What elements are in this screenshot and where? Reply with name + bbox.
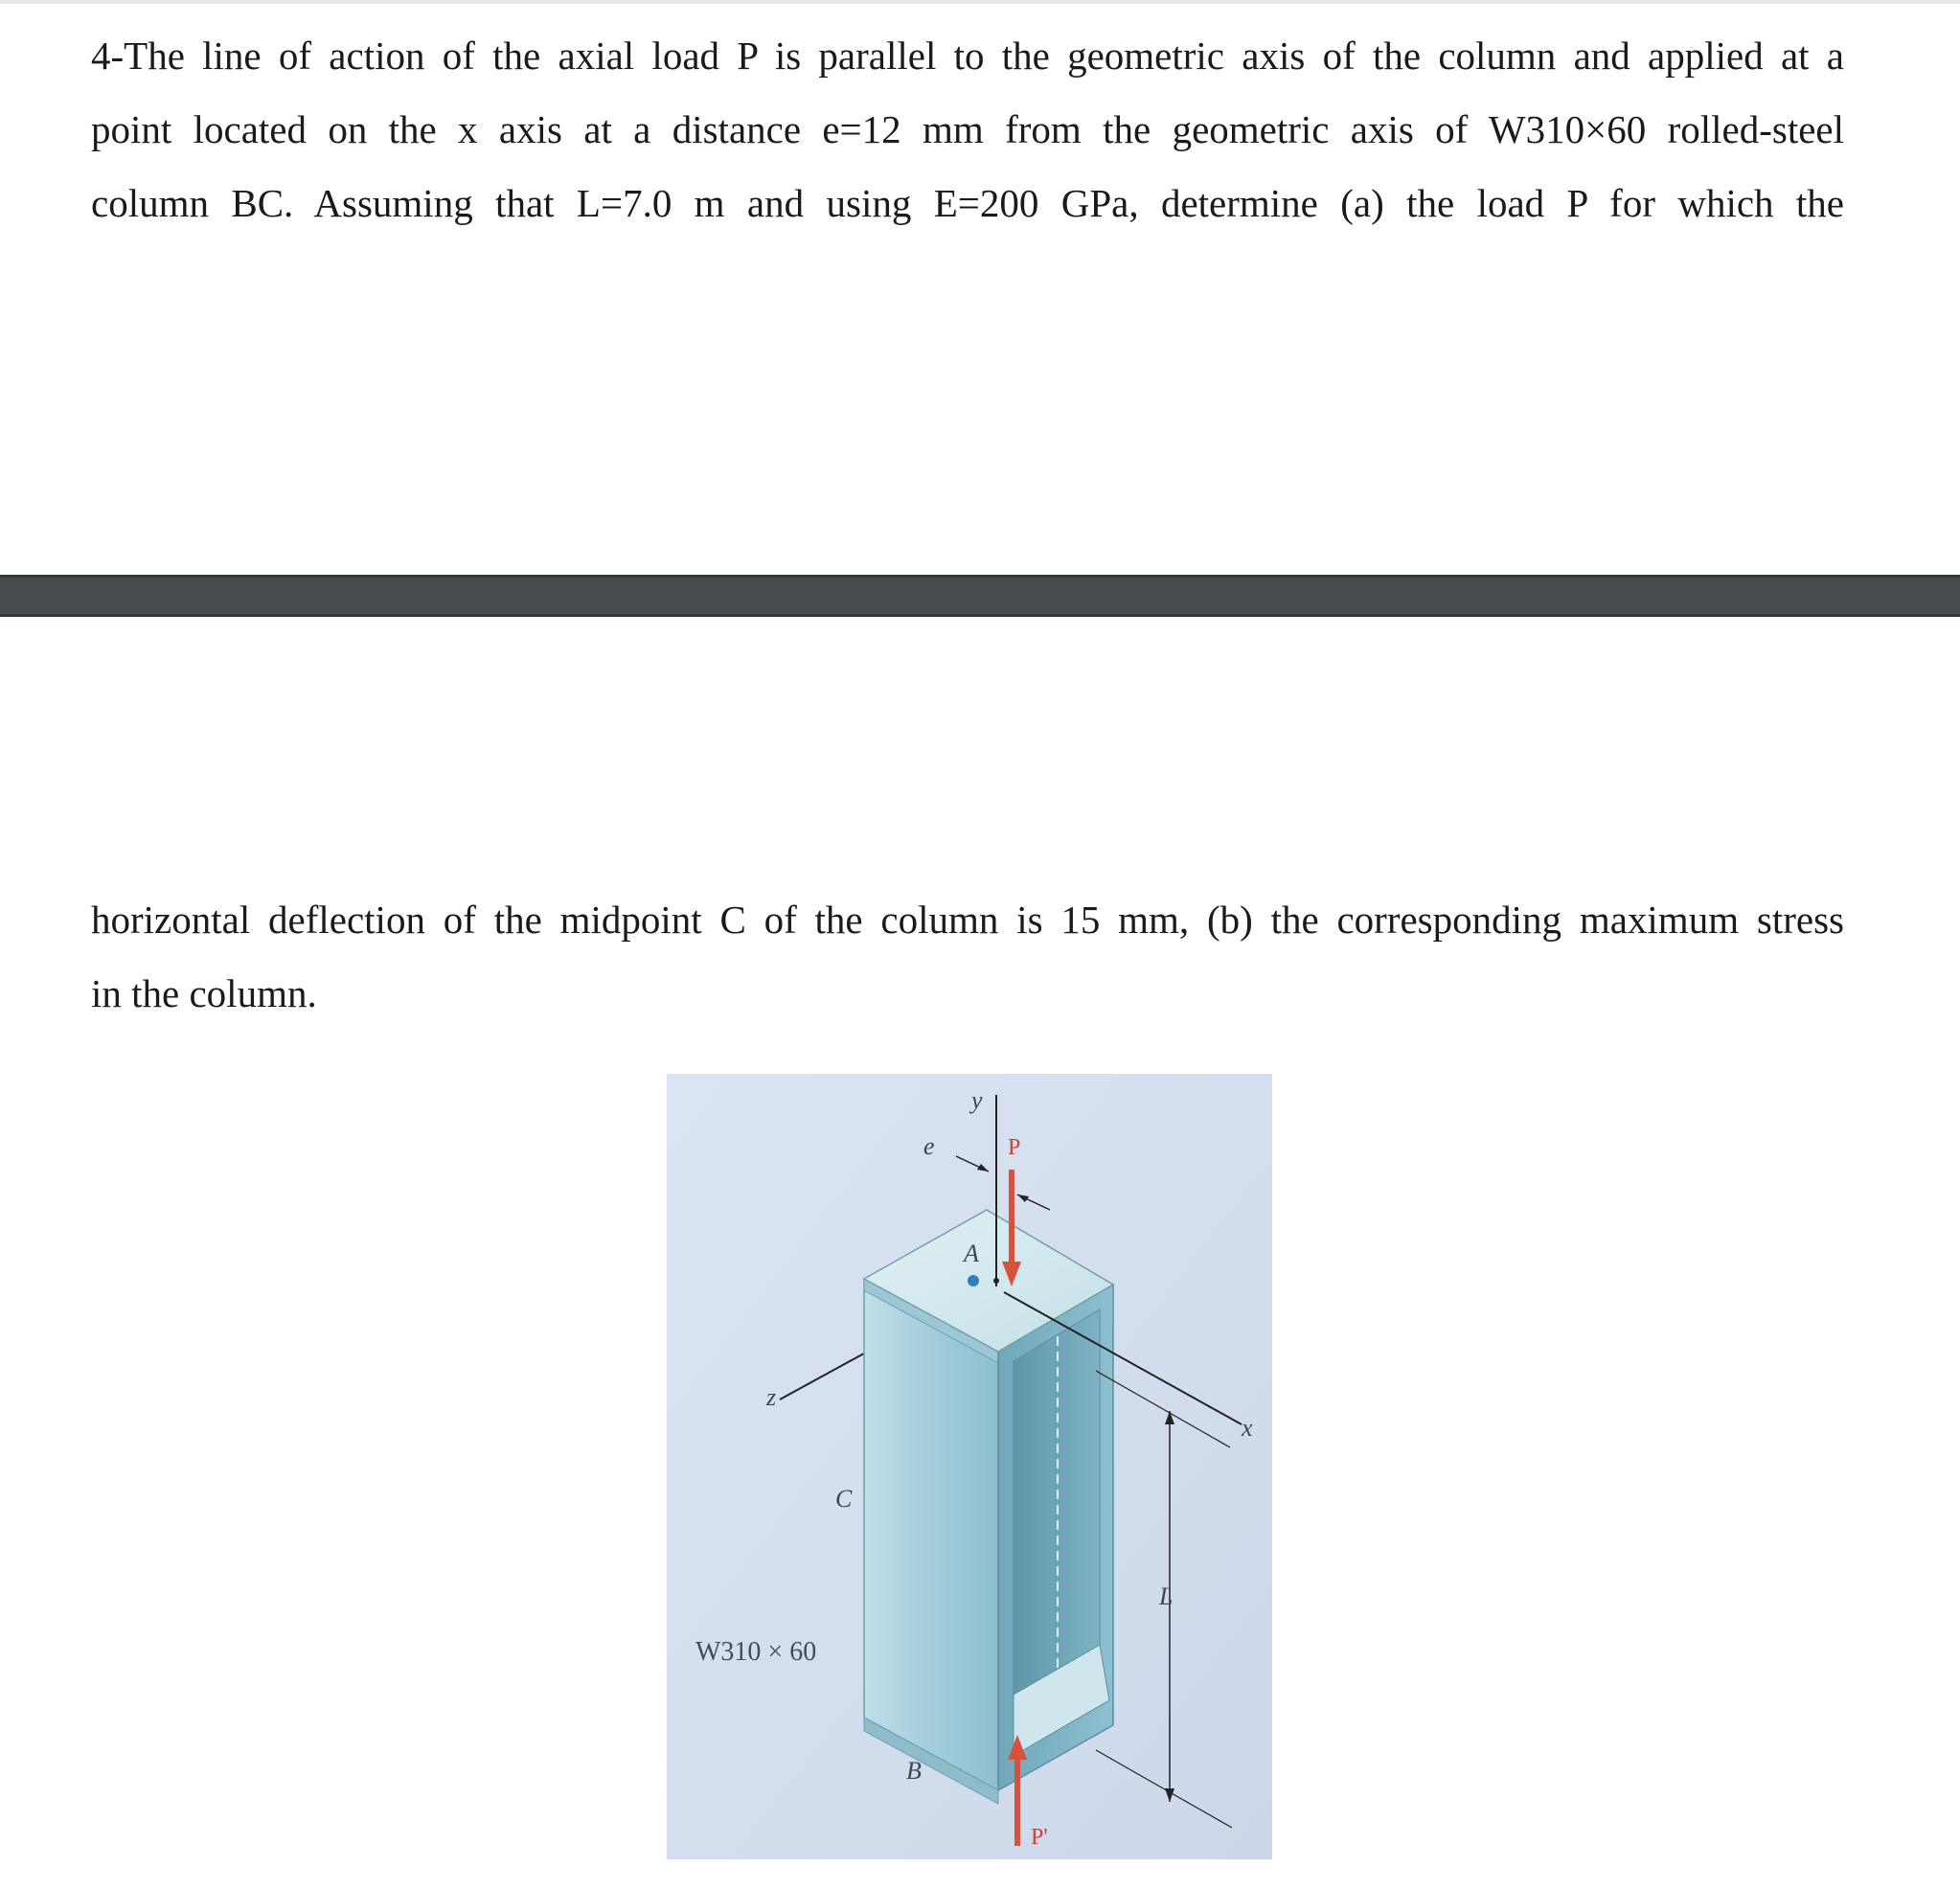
label-C: C xyxy=(835,1485,853,1513)
problem-statement-part1 xyxy=(91,19,1844,240)
page-top-edge xyxy=(0,0,1960,4)
problem-line-1: 4-The line of action of the axial load P is parallel to the geometric axis of the column and applied at a xyxy=(91,34,1844,78)
label-y: y xyxy=(971,1086,983,1114)
label-section-W310x60: W310 × 60 xyxy=(695,1637,817,1667)
problem-line-4: horizontal deflection of the midpoint C of the column is 15 mm, (b) the corresponding maximum stress xyxy=(91,898,1844,942)
flange-front-face xyxy=(864,1279,998,1790)
column-diagram xyxy=(667,1074,1272,1859)
label-B: B xyxy=(906,1757,922,1785)
problem-line-2: point located on the x axis at a distance e=12 mm from the geometric axis of W310×60 rolled-steel xyxy=(91,107,1844,151)
column-figure xyxy=(667,1074,1272,1859)
label-x: x xyxy=(1242,1414,1253,1442)
label-L: L xyxy=(1159,1582,1174,1610)
problem-line-5: in the column. xyxy=(91,971,317,1015)
label-P: P xyxy=(1008,1135,1021,1160)
problem-statement-part2 xyxy=(91,883,1844,1031)
page-break-divider xyxy=(0,575,1960,617)
label-P-prime: P' xyxy=(1031,1825,1048,1850)
axis-origin-marker xyxy=(993,1278,999,1284)
problem-line-3: column BC. Assuming that L=7.0 m and using E=200 GPa, determine (a) the load P for which the xyxy=(91,181,1844,225)
label-e: e xyxy=(923,1132,935,1160)
label-z: z xyxy=(766,1383,777,1411)
label-A: A xyxy=(964,1240,979,1267)
point-A-marker xyxy=(968,1275,979,1286)
